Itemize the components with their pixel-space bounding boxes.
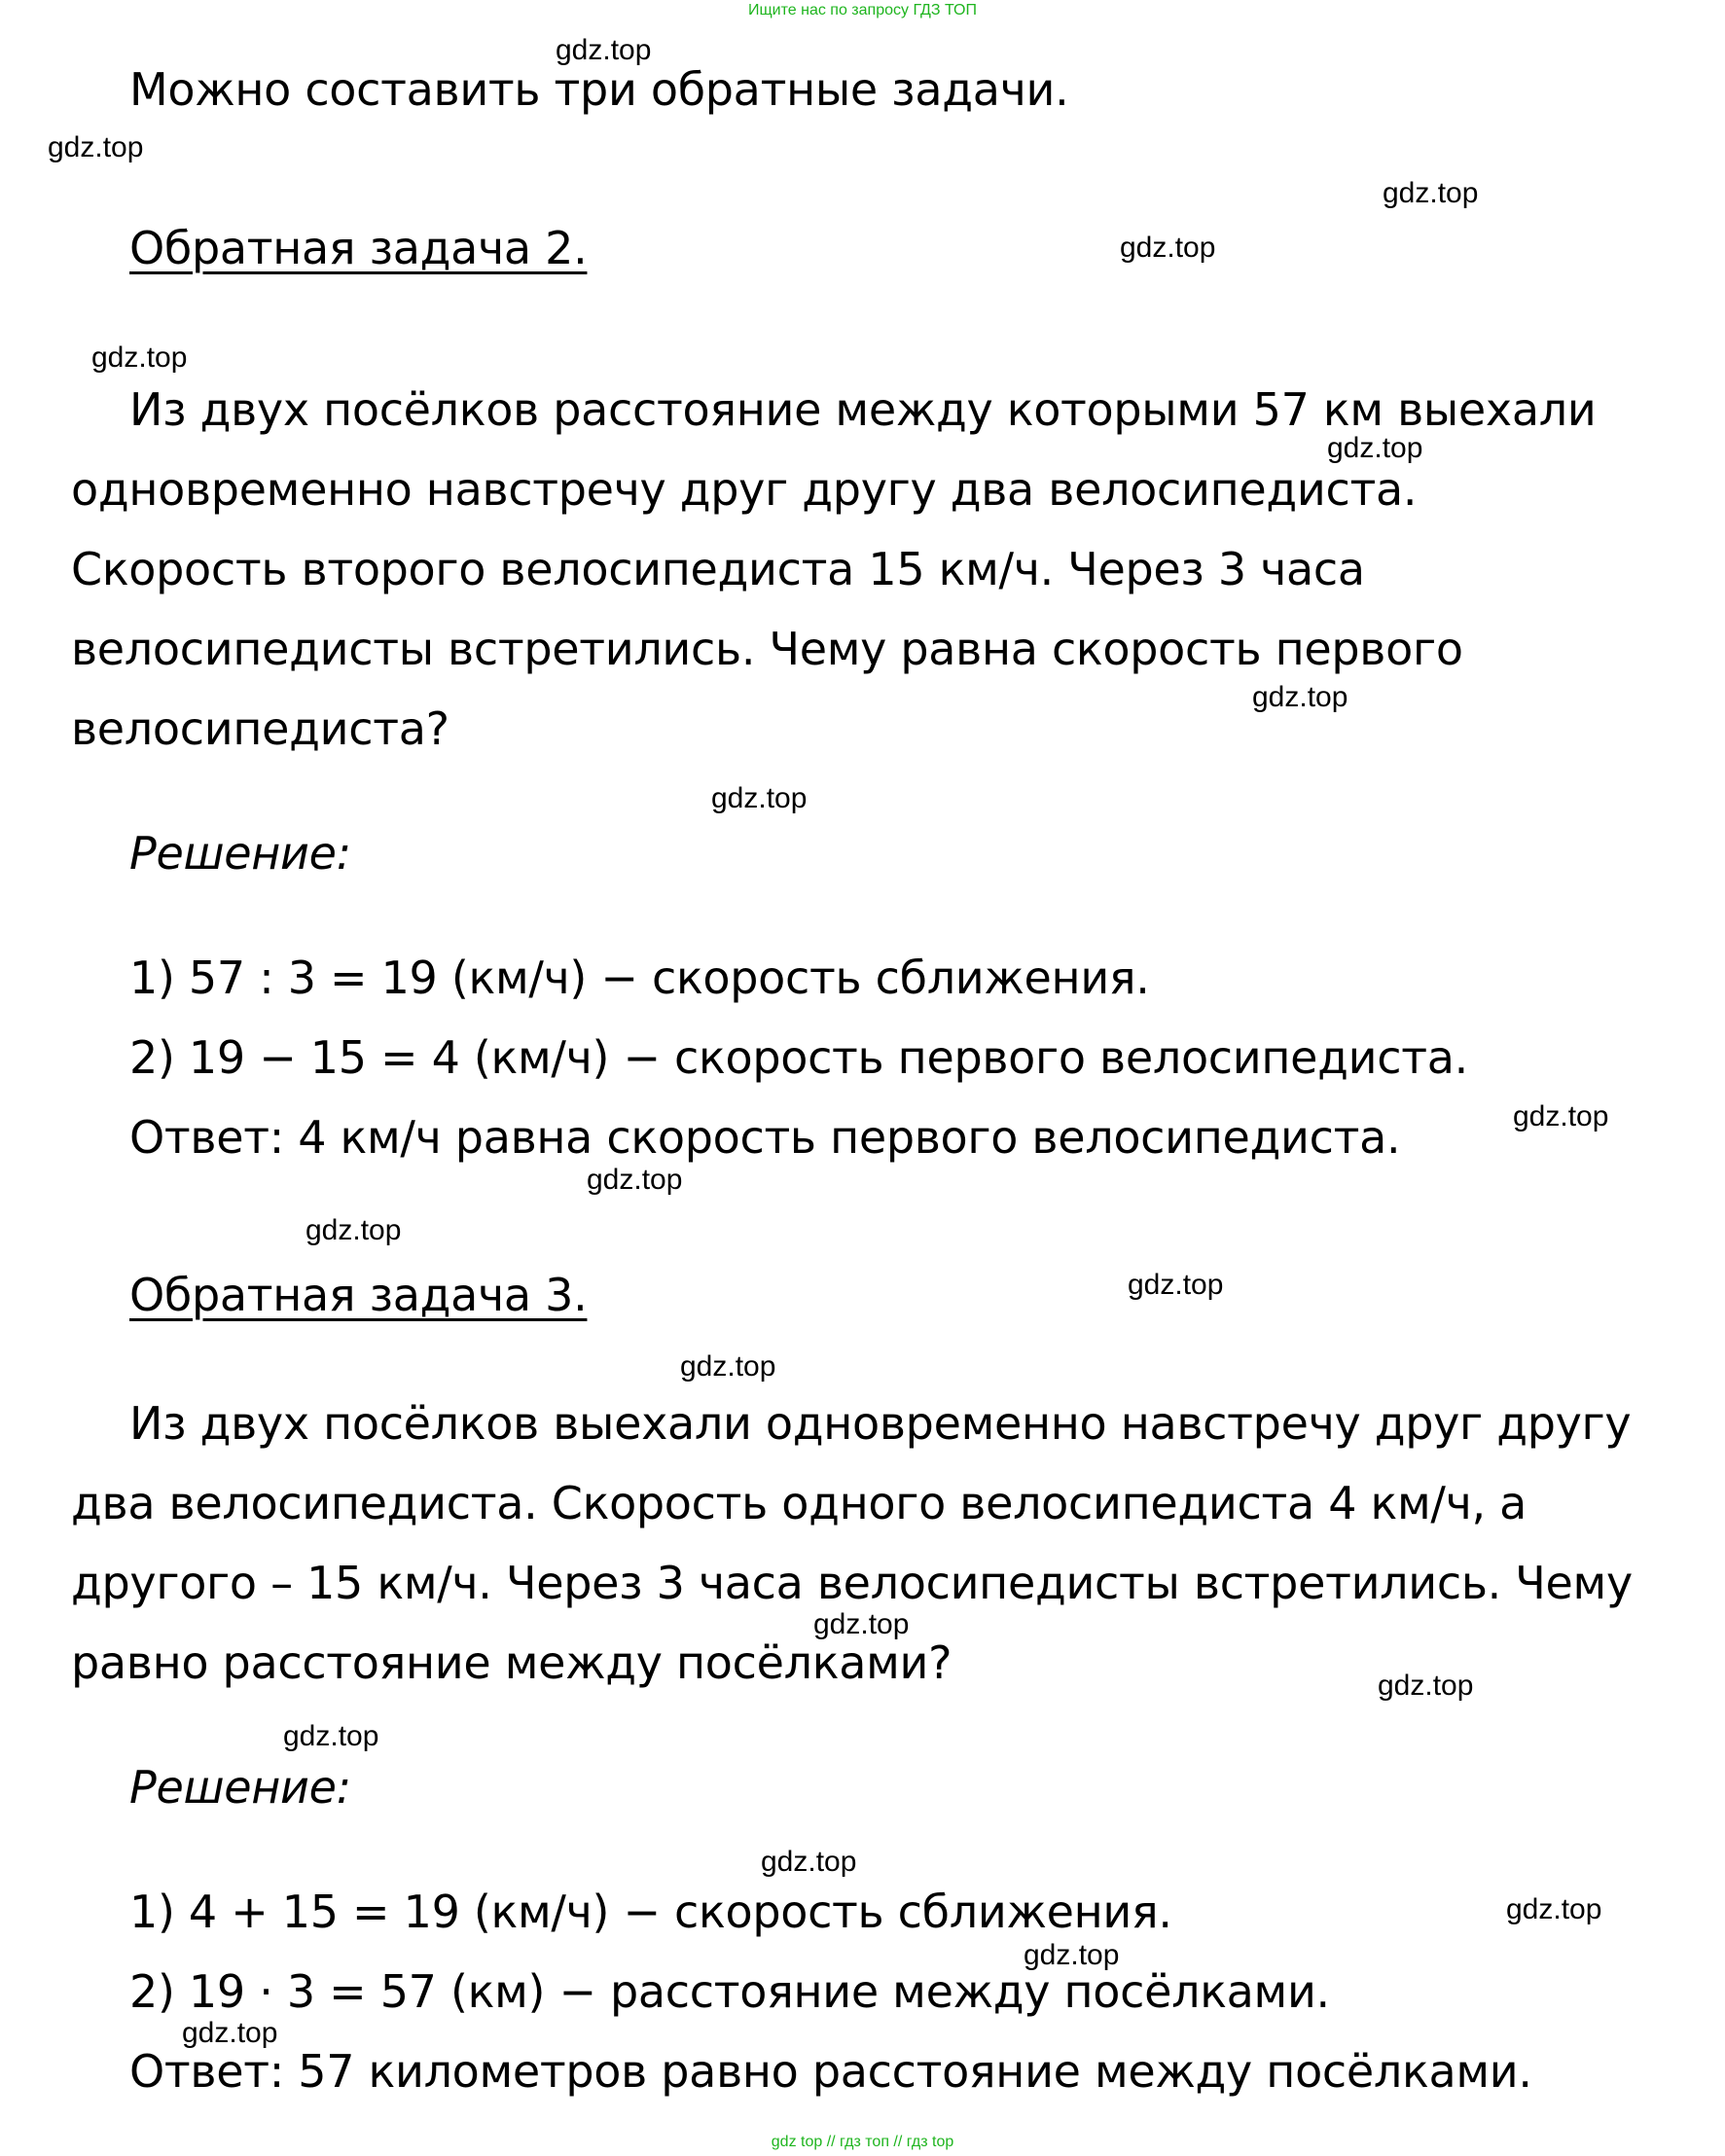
watermark: gdz.top — [91, 341, 188, 374]
watermark: gdz.top — [813, 1608, 910, 1640]
task3-line: равно расстояние между посёлками? — [71, 1636, 952, 1689]
watermark: gdz.top — [1378, 1670, 1474, 1702]
task2-line: Скорость второго велосипедиста 15 км/ч. Через 3 часа — [71, 543, 1365, 595]
watermark: gdz.top — [1383, 177, 1479, 209]
watermark: gdz.top — [1513, 1100, 1609, 1132]
task2-title: Обратная задача 2. — [129, 222, 588, 274]
task2-line: одновременно навстречу друг другу два велосипедиста. — [71, 463, 1418, 516]
task3-step: 1) 4 + 15 = 19 (км/ч) − скорость сближения. — [129, 1886, 1172, 1938]
watermark: gdz.top — [587, 1164, 683, 1196]
task3-solution-label: Решение: — [129, 1761, 351, 1814]
top-search-link[interactable]: Ищите нас по запросу ГДЗ ТОП — [748, 2, 977, 18]
task3-line: Из двух посёлков выехали одновременно навстречу друг другу — [129, 1397, 1632, 1450]
task3-answer: Ответ: 57 километров равно расстояние между посёлками. — [129, 2045, 1532, 2098]
watermark: gdz.top — [761, 1846, 857, 1878]
watermark: gdz.top — [182, 2017, 278, 2049]
watermark: gdz.top — [1506, 1893, 1602, 1925]
task2-step: 1) 57 : 3 = 19 (км/ч) − скорость сближения. — [129, 952, 1150, 1004]
watermark: gdz.top — [1128, 1269, 1224, 1301]
task3-title: Обратная задача 3. — [129, 1269, 588, 1321]
watermark: gdz.top — [305, 1214, 402, 1246]
watermark: gdz.top — [48, 131, 144, 163]
task2-line: Из двух посёлков расстояние между которыми 57 км выехали — [129, 383, 1597, 436]
watermark: gdz.top — [680, 1350, 776, 1383]
task2-step: 2) 19 − 15 = 4 (км/ч) − скорость первого велосипедиста. — [129, 1031, 1468, 1084]
task2-solution-label: Решение: — [129, 827, 351, 880]
watermark: gdz.top — [1024, 1939, 1120, 1971]
task3-line: другого – 15 км/ч. Через 3 часа велосипедисты встретились. Чему — [71, 1557, 1633, 1609]
footer-links[interactable]: gdz top // гдз топ // гдз top — [771, 2134, 954, 2150]
watermark: gdz.top — [1252, 681, 1348, 713]
task3-line: два велосипедиста. Скорость одного велосипедиста 4 км/ч, а — [71, 1477, 1527, 1529]
watermark: gdz.top — [283, 1720, 379, 1752]
task3-step: 2) 19 · 3 = 57 (км) − расстояние между посёлками. — [129, 1965, 1330, 2018]
task2-line: велосипедисты встретились. Чему равна скорость первого — [71, 623, 1463, 675]
task2-answer: Ответ: 4 км/ч равна скорость первого велосипедиста. — [129, 1111, 1401, 1164]
watermark: gdz.top — [556, 34, 652, 66]
task2-line: велосипедиста? — [71, 702, 449, 755]
watermark: gdz.top — [1120, 232, 1216, 264]
intro-text: Можно составить три обратные задачи. — [129, 63, 1069, 116]
watermark: gdz.top — [1327, 432, 1423, 464]
watermark: gdz.top — [711, 782, 808, 814]
